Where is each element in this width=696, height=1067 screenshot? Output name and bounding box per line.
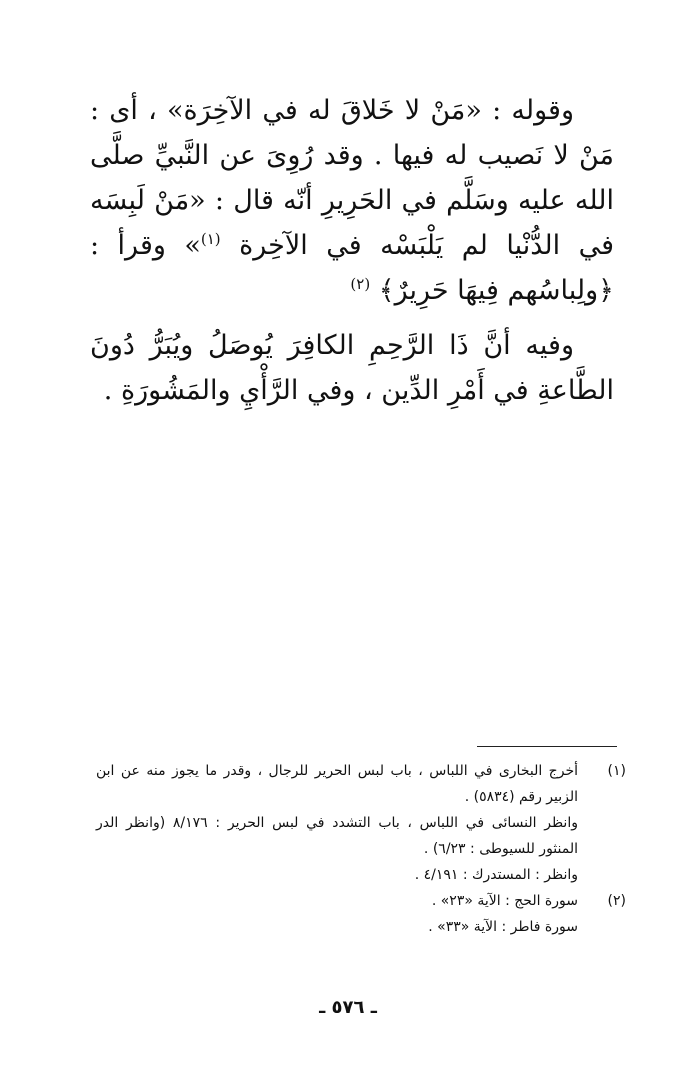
footnote-ref-2: (٢) [350, 275, 371, 293]
paragraph-1 [90, 88, 614, 313]
footnote-line: أخرج البخارى في اللباس ، باب لبس الحرير للرجال ، وقدر ما يجوز منه عن ابن الزبير رقم (٥٨٣٤) . [96, 763, 578, 805]
page-number: ـ ٥٧٦ ـ [319, 997, 377, 1018]
footnote-ref-1: (١) [200, 230, 221, 248]
footnote-number: (٢) [607, 893, 626, 909]
footnote-1 [96, 758, 626, 888]
footnote-line: وانظر : المستدرك : ٤/١٩١ . [414, 867, 578, 883]
footnotes [96, 758, 626, 940]
footnote-number: (١) [607, 763, 626, 779]
paragraph-1-text-a: وقوله : «مَنْ لا خَلاقَ له في الآخِرَة» ، أى : مَنْ لا نَصيب له فيها . وقد رُوِىَ عن النَّبيِّ صلَّى الله عليه وسَلَّم في الحَرِيرِ أنّه قال : «مَنْ لَبِسَه في الدُّنْيا لم يَلْبَسْه في الآخِرة [90, 95, 614, 261]
footnote-2 [96, 888, 626, 940]
paragraph-2: وفيه أنَّ ذَا الرَّحِمِ الكافِرَ يُوصَلُ ويُبَرُّ دُونَ الطَّاعةِ في أَمْرِ الدِّين ، وفي الرَّأْيِ والمَشُورَةِ . [90, 330, 614, 406]
main-text [90, 88, 614, 413]
footnote-body [96, 888, 578, 940]
footnote-separator [477, 746, 617, 747]
paragraph-1-text-b: » وقرأ : ﴿ولِباسُهم فِيهَا حَرِيرٌ﴾ [90, 230, 614, 306]
footnote-body [96, 758, 578, 888]
footnote-line: وانظر النسائى في اللباس ، باب التشدد في لبس الحرير : ٨/١٧٦ (وانظر الدر المنثور للسيوطى : ٦/٢٣) . [96, 815, 578, 857]
footnote-line: سورة فاطر : الآية «٣٣» . [428, 919, 578, 935]
footnote-line: سورة الحج : الآية «٢٣» . [431, 893, 578, 909]
